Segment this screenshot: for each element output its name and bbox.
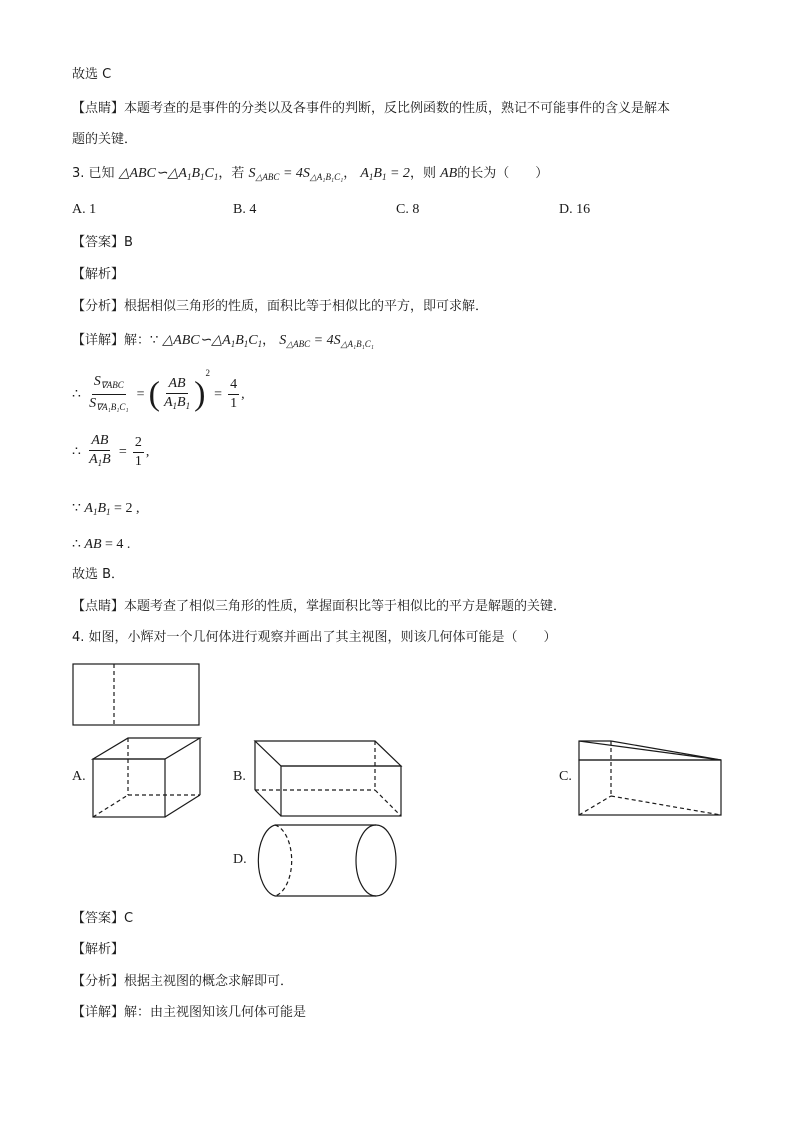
dianjing-q2-line2: 题的关键． xyxy=(72,132,138,147)
q3-option-b: B. 4 xyxy=(233,202,257,217)
equation-given: ∵ $A_1B_1 = 2$ , xyxy=(72,501,140,517)
equation-ratio: ∴ $\frac{AB}{A_1B}$ = $\frac{2}{1}$ , xyxy=(72,433,150,469)
q3-option-c: C. 8 xyxy=(396,202,420,217)
jiexi-q3: 【解析】 xyxy=(72,267,125,282)
q4-option-a-label: A. xyxy=(72,769,86,784)
fenxi-q3: 【分析】根据相似三角形的性质，面积比等于相似比的平方，即可求解． xyxy=(72,299,489,314)
q4-option-a-cube xyxy=(92,737,192,819)
equation-area-ratio: ∴ $\frac{S_{\nabla ABC}}{S_{\nabla A_1B_1C_1}}$ = ( $\frac{AB}{A_1B_1}$ )$^2$ = $\frac{4}{1}$ , xyxy=(72,368,245,413)
q3-text-if: ，若 xyxy=(218,166,245,181)
q4-option-b-label: B. xyxy=(233,769,246,784)
answer-q4: 【答案】C xyxy=(72,911,134,926)
q3-comma: ， xyxy=(343,166,357,181)
q4-option-d-label: D. xyxy=(233,852,247,867)
detail-q4: 【详解】解：由主视图知该几何体可能是 xyxy=(72,1005,307,1020)
q3-option-a: A. 1 xyxy=(72,202,97,217)
detail-q3-comma: ， xyxy=(262,333,276,348)
q4-option-c-triangular-prism xyxy=(578,740,724,818)
fenxi-q4: 【分析】根据主视图的概念求解即可． xyxy=(72,974,294,989)
detail-q3-area: $S_{\triangle ABC} = 4S_{\triangle A_1B_1C_1}$ xyxy=(279,333,374,349)
q3-tail: 的长为（ ） xyxy=(457,166,549,181)
q4-option-c-label: C. xyxy=(559,769,572,784)
answer-choice-line: 故选 C xyxy=(72,67,112,82)
front-view-figure xyxy=(72,663,202,727)
q4-option-d-cylinder xyxy=(254,824,400,898)
question-4: 4. 如图，小辉对一个几何体进行观察并画出了其主视图，则该几何体可能是（ ） xyxy=(72,630,557,645)
detail-q3 xyxy=(72,332,374,353)
question-3 xyxy=(72,165,548,186)
q3-area-relation: $S_{\triangle ABC} = 4S_{\triangle A_1B_1C_1}$ xyxy=(248,166,344,182)
detail-q3-prefix: 【详解】解：∵ xyxy=(72,333,159,348)
dianjing-q3: 【点睛】本题考查了相似三角形的性质，掌握面积比等于相似比的平方是解题的关键． xyxy=(72,599,567,614)
equation-result: ∴ AB = 4 . xyxy=(72,537,131,552)
q3-prefix: 3. 已知 xyxy=(72,166,115,181)
guxuan-q3: 故选 B． xyxy=(72,567,125,582)
answer-q3: 【答案】B xyxy=(72,235,133,250)
q3-text-then: ，则 xyxy=(409,166,436,181)
dianjing-q2-line1: 【点睛】本题考查的是事件的分类以及各事件的判断，反比例函数的性质，熟记不可能事件的含义是解本 xyxy=(72,101,671,116)
jiexi-q4: 【解析】 xyxy=(72,942,125,957)
q3-ab: AB xyxy=(440,166,458,181)
front-view-outline xyxy=(73,664,199,725)
q3-similar-triangles: $\triangle ABC∽\triangle A_1B_1C_1$ xyxy=(118,166,219,182)
q3-option-d: D. 16 xyxy=(559,202,591,217)
detail-q3-similar: $\triangle ABC∽\triangle A_1B_1C_1$ xyxy=(162,333,263,349)
q4-option-b-prism xyxy=(254,740,404,818)
q3-side-given: $A_1B_1 = 2$ xyxy=(360,166,410,182)
